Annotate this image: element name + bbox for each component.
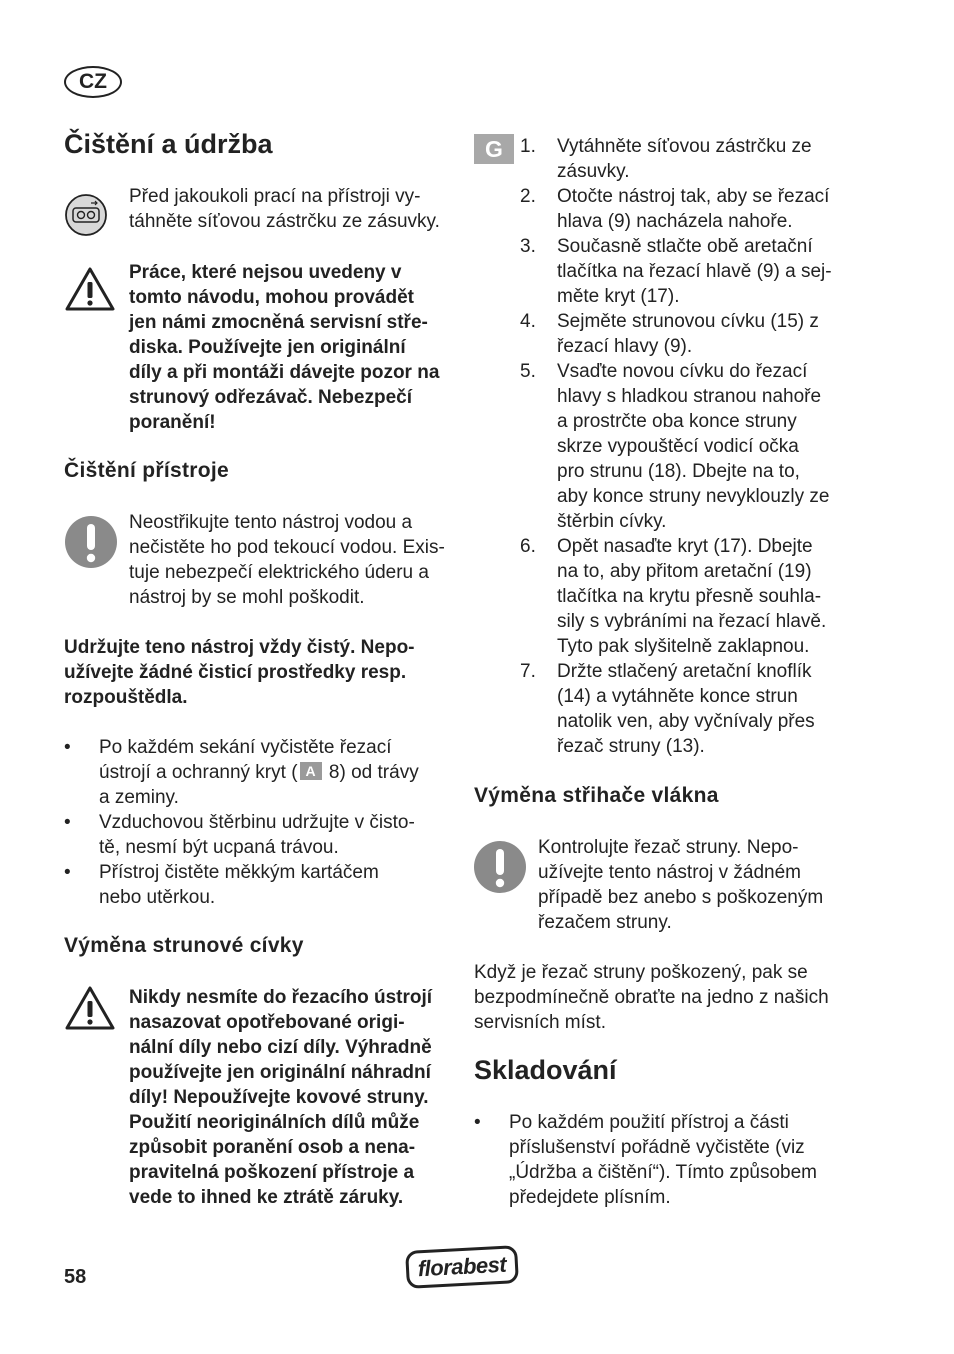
- figure-ref-badge: A: [300, 762, 322, 780]
- step-number: 4.: [520, 311, 536, 332]
- unplug-note: [129, 184, 459, 234]
- step-line: štěrbin cívky.: [557, 511, 667, 532]
- step-line: a prostrčte oba konce struny: [557, 411, 797, 432]
- step-line: Současně stlačte obě aretační: [557, 236, 813, 257]
- paragraph-line: bezpodmínečně obraťte na jedno z našich: [474, 987, 829, 1008]
- caution-line: nečistěte ho pod tekoucí vodou. Exis-: [129, 537, 445, 558]
- warning-line: nální díly nebo cizí díly. Výhradně: [129, 1037, 432, 1058]
- step-line: řezač struny (13).: [557, 736, 705, 757]
- caution-line: Neostřikujte tento nástroj vodou a: [129, 512, 413, 533]
- step-number: 2.: [520, 186, 536, 207]
- heading-spool-replacement: Výměna strunové cívky: [64, 934, 304, 957]
- step-item: [474, 134, 874, 184]
- cleaning-bullet-list: [64, 735, 459, 910]
- step-line: pro strunu (18). Dbejte na to,: [557, 461, 800, 482]
- step-line: Otočte nástroj tak, aby se řezací: [557, 186, 830, 207]
- warning-line: díly a při montáži dávejte pozor na: [129, 362, 440, 383]
- warning-line: díly! Nepoužívejte kovové struny.: [129, 1087, 429, 1108]
- list-item-line: a zeminy.: [99, 787, 179, 808]
- warning-line: Nikdy nesmíte do řezacího ústrojí: [129, 987, 433, 1008]
- step-line: měte kryt (17).: [557, 286, 680, 307]
- step-item: [474, 659, 874, 759]
- list-item-line: „Údržba a čištění“). Tímto způsobem: [509, 1162, 817, 1183]
- paragraph-line: rozpouštědla.: [64, 687, 188, 708]
- warning-line: tomto návodu, mohou provádět: [129, 287, 414, 308]
- step-line: na to, aby přitom aretační (19): [557, 561, 812, 582]
- warning-line: diska. Používejte jen originální: [129, 337, 406, 358]
- spool-steps-block: [474, 134, 874, 759]
- warning-text-original-parts: [129, 985, 459, 1210]
- step-number: 5.: [520, 361, 536, 382]
- list-item-line: • Po každém sekání vyčistěte řezací: [99, 737, 392, 758]
- step-line: Sejměte strunovou cívku (15) z: [557, 311, 819, 332]
- step-line: aby konce struny nevyklouzly ze: [557, 486, 830, 507]
- list-item-line: příslušenství pořádně vyčistěte (viz: [509, 1137, 805, 1158]
- step-line: sily s vybráními na řezací hlavě.: [557, 611, 827, 632]
- warning-line: nasazovat opotřebované origi-: [129, 1012, 405, 1033]
- step-number: 7.: [520, 661, 536, 682]
- warning-line: poranění!: [129, 412, 216, 433]
- step-item: [474, 234, 874, 309]
- step-line: Vsaďte novou cívku do řezací: [557, 361, 808, 382]
- step-line: Držte stlačený aretační knoflík: [557, 661, 812, 682]
- list-item-line: • Po každém použití přístroj a části: [509, 1112, 789, 1133]
- step-line: řezací hlavy (9).: [557, 336, 693, 357]
- list-item-text: ústrojí a ochranný kryt (: [99, 762, 298, 783]
- step-item: [474, 534, 874, 659]
- warning-line: používejte jen originální náhradní: [129, 1062, 431, 1083]
- list-item-line: • Přístroj čistěte měkkým kartáčem: [99, 862, 379, 883]
- caution-line: užívejte tento nástroj v žádném: [538, 862, 801, 883]
- paragraph-line: servisních míst.: [474, 1012, 606, 1033]
- list-item: [64, 860, 459, 910]
- step-line: Vytáhněte síťovou zástrčku ze: [557, 136, 812, 157]
- step-line: zásuvky.: [557, 161, 630, 182]
- warning-line: Použití neoriginálních dílů může: [129, 1112, 420, 1133]
- step-line: tlačítka na řezací hlavě (9) a sej-: [557, 261, 832, 282]
- figure-ref-badge: G: [474, 134, 514, 164]
- step-line: (14) a vytáhněte konce strun: [557, 686, 798, 707]
- caution-exclamation-icon: [64, 515, 118, 569]
- caution-text-cutter: [538, 835, 878, 935]
- paragraph-line: Když je řezač struny poškozený, pak se: [474, 962, 808, 983]
- warning-line: Práce, které nejsou uvedeny v: [129, 262, 402, 283]
- storage-bullet-list: [474, 1110, 874, 1210]
- step-line: Opět nasaďte kryt (17). Dbejte: [557, 536, 813, 557]
- list-item: [64, 735, 459, 810]
- section-title-storage: Skladování: [474, 1055, 617, 1085]
- list-item-line: • Vzduchovou štěrbinu udržujte v čisto-: [99, 812, 415, 833]
- heading-cleaning-device: Čištění přístroje: [64, 459, 229, 482]
- warning-line: vede to ihned ke ztrátě záruky.: [129, 1187, 404, 1208]
- caution-line: nástroj by se mohl poškodit.: [129, 587, 365, 608]
- caution-line: případě bez anebo s poškozeným: [538, 887, 824, 908]
- warning-line: pravitelná poškození přístroje a: [129, 1162, 415, 1183]
- unplug-icon: [64, 193, 108, 237]
- list-item-line: tě, nesmí být ucpaná trávou.: [99, 837, 339, 858]
- step-line: skrze vypouštěcí vodicí očka: [557, 436, 799, 457]
- list-item: [474, 1110, 874, 1210]
- warning-line: strunový odřezávač. Nebezpečí: [129, 387, 412, 408]
- unplug-note-line: táhněte síťovou zástrčku ze zásuvky.: [129, 211, 440, 232]
- caution-exclamation-icon: [473, 840, 527, 894]
- keep-clean-paragraph: [64, 635, 459, 710]
- heading-cutter-replacement: Výměna střihače vlákna: [474, 784, 719, 807]
- warning-triangle-icon: [64, 266, 116, 312]
- warning-line: jen námi zmocněná servisní stře-: [129, 312, 428, 333]
- step-number: 6.: [520, 536, 536, 557]
- warning-line: způsobit poranění osob a nena-: [129, 1137, 416, 1158]
- spool-steps-list: [474, 134, 874, 759]
- step-line: hlava (9) nacházela nahoře.: [557, 211, 793, 232]
- step-number: 3.: [520, 236, 536, 257]
- warning-triangle-icon: [64, 985, 116, 1031]
- step-item: [474, 359, 874, 534]
- step-line: hlavy s hladkou stranou nahoře: [557, 386, 822, 407]
- step-line: tlačítka na krytu přesně souhla-: [557, 586, 822, 607]
- step-line: Tyto pak slyšitelně zaklapnou.: [557, 636, 810, 657]
- page-number: 58: [64, 1266, 87, 1288]
- step-item: [474, 309, 874, 359]
- paragraph-line: užívejte žádné čisticí prostředky resp.: [64, 662, 407, 683]
- step-line: natolik ven, aby vyčnívaly přes: [557, 711, 815, 732]
- step-item: [474, 184, 874, 234]
- warning-text-service: [129, 260, 459, 435]
- paragraph-line: Udržujte teno nástroj vždy čistý. Nepo-: [64, 637, 415, 658]
- list-item-text: 8) od trávy: [323, 762, 419, 783]
- brand-logo: florabest: [405, 1245, 519, 1289]
- list-item-line: [99, 760, 459, 785]
- unplug-note-line: Před jakoukoli prací na přístroji vy-: [129, 186, 421, 207]
- caution-line: tuje nebezpečí elektrického úderu a: [129, 562, 429, 583]
- caution-text-water: [129, 510, 459, 610]
- language-badge: CZ: [64, 66, 122, 98]
- list-item: [64, 810, 459, 860]
- caution-line: Kontrolujte řezač struny. Nepo-: [538, 837, 799, 858]
- caution-line: řezačem struny.: [538, 912, 672, 933]
- list-item-line: nebo utěrkou.: [99, 887, 216, 908]
- damaged-cutter-paragraph: [474, 960, 884, 1035]
- step-number: 1.: [520, 136, 536, 157]
- list-item-line: předejdete plísním.: [509, 1187, 671, 1208]
- section-title-cleaning: Čištění a údržba: [64, 129, 273, 159]
